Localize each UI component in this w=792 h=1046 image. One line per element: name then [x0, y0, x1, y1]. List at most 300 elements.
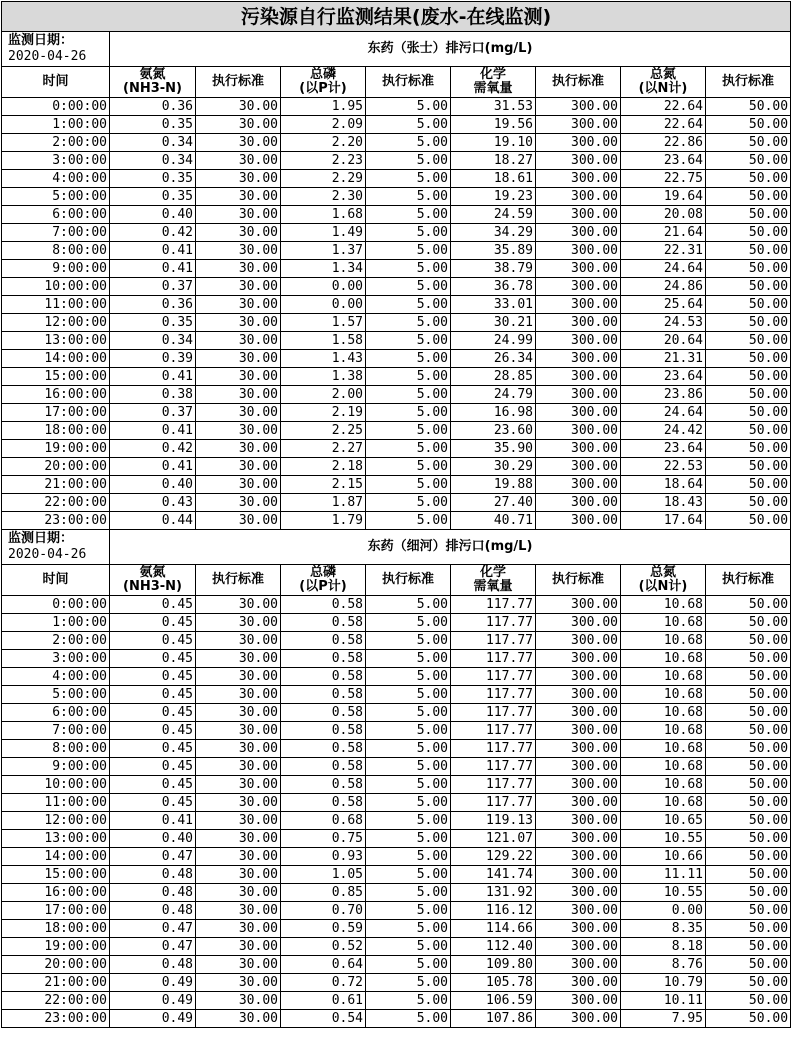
value-cell: 50.00 — [706, 992, 791, 1010]
value-cell: 1.43 — [281, 350, 366, 368]
value-cell: 50.00 — [706, 902, 791, 920]
table-row — [2, 134, 791, 152]
value-cell: 5.00 — [366, 632, 451, 650]
value-cell: 0.49 — [110, 974, 196, 992]
value-cell: 300.00 — [536, 242, 621, 260]
value-cell: 7.95 — [621, 1010, 706, 1028]
value-cell: 50.00 — [706, 224, 791, 242]
time-cell: 0:00:00 — [2, 596, 110, 614]
table-row — [2, 866, 791, 884]
table-row — [2, 902, 791, 920]
monitoring-date-value: 2020-04-26 — [8, 49, 87, 64]
value-cell: 0.47 — [110, 920, 196, 938]
table-row — [2, 386, 791, 404]
value-cell: 0.54 — [281, 1010, 366, 1028]
time-cell: 12:00:00 — [2, 314, 110, 332]
time-cell: 8:00:00 — [2, 242, 110, 260]
value-cell: 300.00 — [536, 368, 621, 386]
value-cell: 0.36 — [110, 296, 196, 314]
value-cell: 5.00 — [366, 1010, 451, 1028]
value-cell: 0.45 — [110, 650, 196, 668]
value-cell: 1.34 — [281, 260, 366, 278]
value-cell: 50.00 — [706, 404, 791, 422]
value-cell: 30.00 — [196, 758, 281, 776]
value-cell: 5.00 — [366, 476, 451, 494]
time-cell: 21:00:00 — [2, 476, 110, 494]
table-row — [2, 794, 791, 812]
time-cell: 10:00:00 — [2, 776, 110, 794]
value-cell: 5.00 — [366, 332, 451, 350]
value-cell: 50.00 — [706, 242, 791, 260]
time-cell: 17:00:00 — [2, 404, 110, 422]
column-header — [196, 67, 281, 98]
value-cell: 300.00 — [536, 848, 621, 866]
value-cell: 21.31 — [621, 350, 706, 368]
value-cell: 30.00 — [196, 596, 281, 614]
value-cell: 0.34 — [110, 134, 196, 152]
value-cell: 0.58 — [281, 758, 366, 776]
value-cell: 30.00 — [196, 242, 281, 260]
time-cell: 9:00:00 — [2, 260, 110, 278]
value-cell: 0.37 — [110, 404, 196, 422]
column-header — [621, 565, 706, 596]
value-cell: 5.00 — [366, 512, 451, 530]
value-cell: 30.00 — [196, 992, 281, 1010]
monitoring-results-table — [1, 1, 791, 1028]
value-cell: 300.00 — [536, 776, 621, 794]
table-row — [2, 476, 791, 494]
value-cell: 8.18 — [621, 938, 706, 956]
value-cell: 5.00 — [366, 776, 451, 794]
time-cell: 5:00:00 — [2, 686, 110, 704]
value-cell: 50.00 — [706, 776, 791, 794]
value-cell: 300.00 — [536, 758, 621, 776]
value-cell: 0.39 — [110, 350, 196, 368]
value-cell: 20.08 — [621, 206, 706, 224]
value-cell: 117.77 — [451, 794, 536, 812]
value-cell: 30.00 — [196, 884, 281, 902]
value-cell: 117.77 — [451, 632, 536, 650]
value-cell: 0.45 — [110, 614, 196, 632]
value-cell: 300.00 — [536, 902, 621, 920]
value-cell: 2.20 — [281, 134, 366, 152]
value-cell: 0.45 — [110, 722, 196, 740]
column-header-row — [2, 565, 791, 596]
time-cell: 17:00:00 — [2, 902, 110, 920]
value-cell: 38.79 — [451, 260, 536, 278]
value-cell: 300.00 — [536, 992, 621, 1010]
value-cell: 10.55 — [621, 830, 706, 848]
value-cell: 300.00 — [536, 458, 621, 476]
value-cell: 0.70 — [281, 902, 366, 920]
value-cell: 300.00 — [536, 260, 621, 278]
value-cell: 0.58 — [281, 614, 366, 632]
monitoring-date-label: 监测日期： — [8, 33, 74, 48]
table-row — [2, 512, 791, 530]
column-header-line: 执行标准 — [211, 74, 264, 89]
monitoring-date-value: 2020-04-26 — [8, 547, 87, 562]
value-cell: 300.00 — [536, 206, 621, 224]
value-cell: 50.00 — [706, 920, 791, 938]
column-header — [281, 67, 366, 98]
time-cell: 3:00:00 — [2, 650, 110, 668]
value-cell: 22.86 — [621, 134, 706, 152]
value-cell: 17.64 — [621, 512, 706, 530]
value-cell: 2.23 — [281, 152, 366, 170]
table-row — [2, 458, 791, 476]
value-cell: 50.00 — [706, 368, 791, 386]
table-row — [2, 758, 791, 776]
table-row — [2, 404, 791, 422]
value-cell: 10.68 — [621, 704, 706, 722]
table-row — [2, 494, 791, 512]
value-cell: 0.45 — [110, 758, 196, 776]
value-cell: 5.00 — [366, 368, 451, 386]
value-cell: 10.68 — [621, 614, 706, 632]
value-cell: 30.00 — [196, 224, 281, 242]
value-cell: 50.00 — [706, 458, 791, 476]
value-cell: 5.00 — [366, 386, 451, 404]
outlet-name: 东药（细河）排污口(mg/L) — [110, 530, 791, 565]
value-cell: 22.64 — [621, 98, 706, 116]
value-cell: 30.00 — [196, 314, 281, 332]
column-header — [110, 565, 196, 596]
table-row — [2, 704, 791, 722]
table-row — [2, 686, 791, 704]
value-cell: 300.00 — [536, 224, 621, 242]
time-cell: 21:00:00 — [2, 974, 110, 992]
value-cell: 18.27 — [451, 152, 536, 170]
value-cell: 0.75 — [281, 830, 366, 848]
value-cell: 1.49 — [281, 224, 366, 242]
value-cell: 0.43 — [110, 494, 196, 512]
value-cell: 5.00 — [366, 956, 451, 974]
value-cell: 0.45 — [110, 668, 196, 686]
value-cell: 5.00 — [366, 740, 451, 758]
value-cell: 30.00 — [196, 848, 281, 866]
value-cell: 5.00 — [366, 920, 451, 938]
value-cell: 0.41 — [110, 368, 196, 386]
value-cell: 10.68 — [621, 668, 706, 686]
value-cell: 0.00 — [281, 296, 366, 314]
value-cell: 0.48 — [110, 866, 196, 884]
value-cell: 50.00 — [706, 830, 791, 848]
value-cell: 0.52 — [281, 938, 366, 956]
value-cell: 30.00 — [196, 404, 281, 422]
value-cell: 18.64 — [621, 476, 706, 494]
value-cell: 50.00 — [706, 188, 791, 206]
value-cell: 0.41 — [110, 422, 196, 440]
value-cell: 30.00 — [196, 668, 281, 686]
value-cell: 50.00 — [706, 152, 791, 170]
value-cell: 20.64 — [621, 332, 706, 350]
value-cell: 19.10 — [451, 134, 536, 152]
value-cell: 50.00 — [706, 722, 791, 740]
value-cell: 23.64 — [621, 368, 706, 386]
value-cell: 0.58 — [281, 794, 366, 812]
value-cell: 0.68 — [281, 812, 366, 830]
value-cell: 10.68 — [621, 650, 706, 668]
value-cell: 300.00 — [536, 794, 621, 812]
column-header — [706, 67, 791, 98]
value-cell: 5.00 — [366, 758, 451, 776]
column-header — [451, 565, 536, 596]
column-header — [2, 565, 110, 596]
value-cell: 5.00 — [366, 650, 451, 668]
value-cell: 0.58 — [281, 668, 366, 686]
value-cell: 30.00 — [196, 206, 281, 224]
value-cell: 5.00 — [366, 812, 451, 830]
value-cell: 30.21 — [451, 314, 536, 332]
column-header-line: (以P计) — [299, 579, 347, 594]
table-row — [2, 596, 791, 614]
value-cell: 0.36 — [110, 98, 196, 116]
value-cell: 300.00 — [536, 974, 621, 992]
value-cell: 5.00 — [366, 686, 451, 704]
value-cell: 30.00 — [196, 974, 281, 992]
value-cell: 0.34 — [110, 332, 196, 350]
value-cell: 34.29 — [451, 224, 536, 242]
value-cell: 30.00 — [196, 386, 281, 404]
value-cell: 50.00 — [706, 98, 791, 116]
value-cell: 50.00 — [706, 848, 791, 866]
column-header — [706, 565, 791, 596]
value-cell: 5.00 — [366, 152, 451, 170]
time-cell: 11:00:00 — [2, 296, 110, 314]
value-cell: 121.07 — [451, 830, 536, 848]
value-cell: 300.00 — [536, 98, 621, 116]
value-cell: 5.00 — [366, 902, 451, 920]
column-header-line: 总氮 — [649, 565, 676, 580]
value-cell: 24.64 — [621, 404, 706, 422]
value-cell: 2.30 — [281, 188, 366, 206]
table-row — [2, 332, 791, 350]
column-header — [451, 67, 536, 98]
value-cell: 0.85 — [281, 884, 366, 902]
table-row — [2, 1010, 791, 1028]
value-cell: 23.86 — [621, 386, 706, 404]
value-cell: 0.47 — [110, 848, 196, 866]
value-cell: 0.47 — [110, 938, 196, 956]
value-cell: 30.00 — [196, 332, 281, 350]
time-cell: 18:00:00 — [2, 920, 110, 938]
value-cell: 2.09 — [281, 116, 366, 134]
time-cell: 19:00:00 — [2, 938, 110, 956]
value-cell: 50.00 — [706, 512, 791, 530]
value-cell: 50.00 — [706, 794, 791, 812]
value-cell: 10.68 — [621, 686, 706, 704]
time-cell: 15:00:00 — [2, 866, 110, 884]
value-cell: 10.68 — [621, 794, 706, 812]
value-cell: 30.00 — [196, 938, 281, 956]
column-header-line: 时间 — [42, 74, 69, 89]
column-header-line: 执行标准 — [381, 74, 434, 89]
value-cell: 117.77 — [451, 704, 536, 722]
value-cell: 31.53 — [451, 98, 536, 116]
table-row — [2, 812, 791, 830]
value-cell: 5.00 — [366, 794, 451, 812]
value-cell: 0.35 — [110, 188, 196, 206]
value-cell: 300.00 — [536, 314, 621, 332]
value-cell: 50.00 — [706, 278, 791, 296]
value-cell: 300.00 — [536, 512, 621, 530]
value-cell: 24.42 — [621, 422, 706, 440]
value-cell: 5.00 — [366, 278, 451, 296]
time-cell: 9:00:00 — [2, 758, 110, 776]
value-cell: 1.79 — [281, 512, 366, 530]
value-cell: 30.00 — [196, 116, 281, 134]
value-cell: 106.59 — [451, 992, 536, 1010]
value-cell: 8.76 — [621, 956, 706, 974]
value-cell: 117.77 — [451, 650, 536, 668]
value-cell: 2.15 — [281, 476, 366, 494]
time-cell: 16:00:00 — [2, 386, 110, 404]
value-cell: 2.27 — [281, 440, 366, 458]
value-cell: 0.40 — [110, 830, 196, 848]
table-row — [2, 884, 791, 902]
column-header-line: 总磷 — [309, 565, 336, 580]
column-header-line: (以P计) — [299, 81, 347, 96]
value-cell: 300.00 — [536, 494, 621, 512]
value-cell: 30.00 — [196, 920, 281, 938]
value-cell: 5.00 — [366, 116, 451, 134]
value-cell: 0.41 — [110, 260, 196, 278]
value-cell: 300.00 — [536, 740, 621, 758]
monitoring-date-cell — [2, 32, 110, 67]
value-cell: 300.00 — [536, 386, 621, 404]
value-cell: 0.58 — [281, 632, 366, 650]
value-cell: 30.00 — [196, 650, 281, 668]
value-cell: 23.64 — [621, 440, 706, 458]
value-cell: 30.00 — [196, 494, 281, 512]
value-cell: 119.13 — [451, 812, 536, 830]
time-cell: 20:00:00 — [2, 458, 110, 476]
value-cell: 300.00 — [536, 722, 621, 740]
value-cell: 30.00 — [196, 902, 281, 920]
value-cell: 0.48 — [110, 902, 196, 920]
value-cell: 50.00 — [706, 938, 791, 956]
value-cell: 30.00 — [196, 956, 281, 974]
value-cell: 5.00 — [366, 242, 451, 260]
value-cell: 0.00 — [621, 902, 706, 920]
value-cell: 5.00 — [366, 974, 451, 992]
value-cell: 0.58 — [281, 596, 366, 614]
value-cell: 33.01 — [451, 296, 536, 314]
value-cell: 24.64 — [621, 260, 706, 278]
value-cell: 24.53 — [621, 314, 706, 332]
value-cell: 5.00 — [366, 596, 451, 614]
value-cell: 50.00 — [706, 116, 791, 134]
table-row — [2, 422, 791, 440]
value-cell: 107.86 — [451, 1010, 536, 1028]
value-cell: 5.00 — [366, 668, 451, 686]
value-cell: 1.68 — [281, 206, 366, 224]
value-cell: 0.45 — [110, 704, 196, 722]
value-cell: 300.00 — [536, 188, 621, 206]
column-header-line: (以N计) — [638, 81, 688, 96]
value-cell: 21.64 — [621, 224, 706, 242]
value-cell: 300.00 — [536, 866, 621, 884]
time-cell: 2:00:00 — [2, 134, 110, 152]
column-header-line: 化学 — [479, 565, 506, 580]
table-row — [2, 650, 791, 668]
value-cell: 300.00 — [536, 440, 621, 458]
column-header — [621, 67, 706, 98]
value-cell: 30.00 — [196, 686, 281, 704]
value-cell: 50.00 — [706, 350, 791, 368]
time-cell: 4:00:00 — [2, 170, 110, 188]
value-cell: 300.00 — [536, 332, 621, 350]
value-cell: 0.58 — [281, 650, 366, 668]
value-cell: 0.48 — [110, 956, 196, 974]
value-cell: 24.59 — [451, 206, 536, 224]
time-cell: 23:00:00 — [2, 512, 110, 530]
table-row — [2, 776, 791, 794]
section-header-row — [2, 32, 791, 67]
value-cell: 0.58 — [281, 722, 366, 740]
value-cell: 30.00 — [196, 512, 281, 530]
value-cell: 30.00 — [196, 812, 281, 830]
value-cell: 30.00 — [196, 422, 281, 440]
value-cell: 50.00 — [706, 494, 791, 512]
title-row — [2, 2, 791, 32]
value-cell: 0.35 — [110, 116, 196, 134]
value-cell: 30.00 — [196, 440, 281, 458]
column-header-line: 执行标准 — [551, 572, 604, 587]
column-header — [281, 565, 366, 596]
value-cell: 50.00 — [706, 884, 791, 902]
value-cell: 50.00 — [706, 296, 791, 314]
value-cell: 50.00 — [706, 668, 791, 686]
time-cell: 14:00:00 — [2, 350, 110, 368]
value-cell: 30.00 — [196, 368, 281, 386]
value-cell: 0.41 — [110, 242, 196, 260]
value-cell: 5.00 — [366, 170, 451, 188]
column-header — [366, 67, 451, 98]
value-cell: 5.00 — [366, 98, 451, 116]
value-cell: 0.58 — [281, 704, 366, 722]
table-row — [2, 152, 791, 170]
value-cell: 0.35 — [110, 314, 196, 332]
column-header-line: 执行标准 — [722, 74, 775, 89]
time-cell: 1:00:00 — [2, 614, 110, 632]
value-cell: 50.00 — [706, 866, 791, 884]
column-header-line: 执行标准 — [211, 572, 264, 587]
value-cell: 300.00 — [536, 596, 621, 614]
time-cell: 1:00:00 — [2, 116, 110, 134]
value-cell: 0.58 — [281, 686, 366, 704]
time-cell: 10:00:00 — [2, 278, 110, 296]
value-cell: 131.92 — [451, 884, 536, 902]
time-cell: 13:00:00 — [2, 830, 110, 848]
value-cell: 5.00 — [366, 614, 451, 632]
value-cell: 50.00 — [706, 758, 791, 776]
time-cell: 14:00:00 — [2, 848, 110, 866]
time-cell: 16:00:00 — [2, 884, 110, 902]
value-cell: 1.05 — [281, 866, 366, 884]
value-cell: 5.00 — [366, 260, 451, 278]
value-cell: 24.99 — [451, 332, 536, 350]
value-cell: 50.00 — [706, 704, 791, 722]
value-cell: 300.00 — [536, 650, 621, 668]
value-cell: 117.77 — [451, 596, 536, 614]
value-cell: 35.90 — [451, 440, 536, 458]
column-header-line: 时间 — [42, 572, 69, 587]
value-cell: 27.40 — [451, 494, 536, 512]
column-header-line: (以N计) — [638, 579, 688, 594]
value-cell: 18.43 — [621, 494, 706, 512]
value-cell: 0.45 — [110, 686, 196, 704]
